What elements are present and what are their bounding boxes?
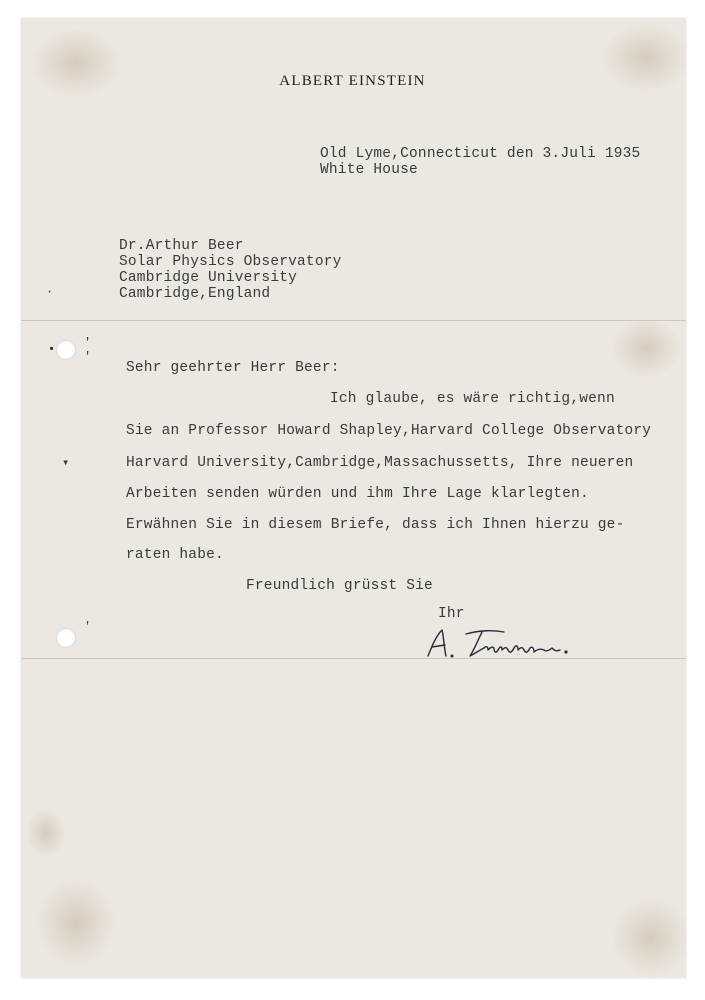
body-line: Sie an Professor Howard Shapley,Harvard College Observatory: [126, 423, 652, 439]
punch-hole-lower: [56, 628, 76, 648]
body-line: Harvard University,Cambridge,Massachussetts, Ihre neueren: [126, 455, 634, 471]
body-line: Ich glaube, es wäre richtig,wenn: [330, 391, 615, 407]
body-line: raten habe.: [126, 547, 224, 563]
closing: Freundlich grüsst Sie: [246, 578, 433, 594]
handwritten-signature: [418, 620, 598, 670]
letterhead: ALBERT EINSTEIN: [279, 73, 426, 89]
address-line: Dr.Arthur Beer: [119, 238, 244, 254]
punch-hole-upper: [56, 340, 76, 360]
salutation: Sehr geehrter Herr Beer:: [126, 360, 340, 376]
valediction: Ihr: [438, 606, 465, 622]
body-line: Arbeiten senden würden und ihm Ihre Lage klarlegten.: [126, 486, 589, 502]
body-line: Erwähnen Sie in diesem Briefe, dass ich Ihnen hierzu ge-: [126, 517, 625, 533]
address-line: Cambridge University: [119, 270, 298, 286]
address-line: Cambridge,England: [119, 286, 271, 302]
dateline-house: White House: [320, 162, 418, 178]
address-line: Solar Physics Observatory: [119, 254, 342, 270]
dateline-location-date: Old Lyme,Connecticut den 3.Juli 1935: [320, 146, 641, 162]
fold-line-upper: [21, 320, 686, 321]
